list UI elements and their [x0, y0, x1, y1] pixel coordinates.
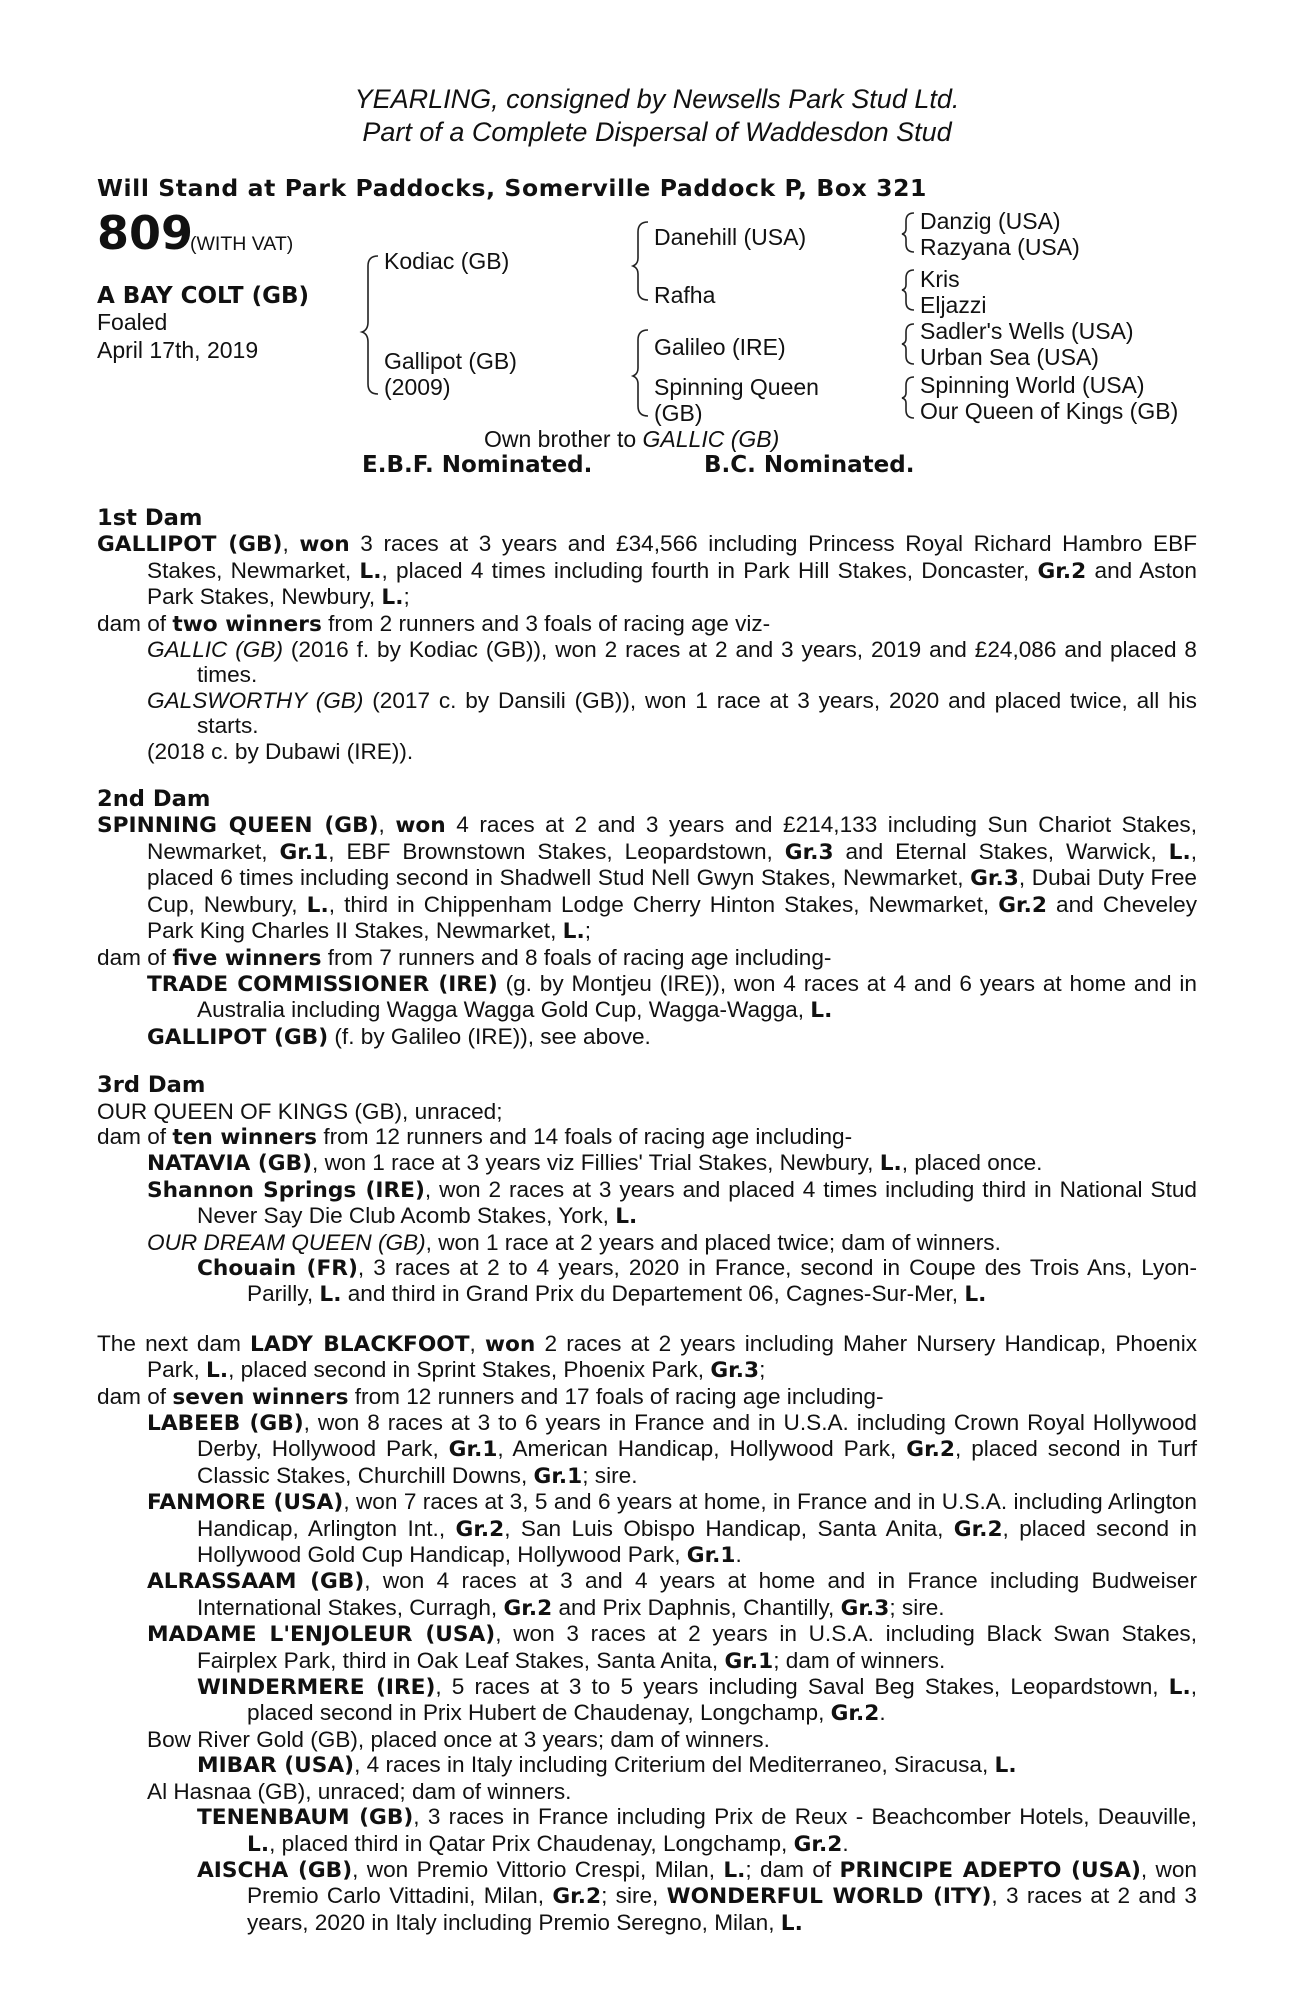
bold-text: L. — [810, 998, 833, 1024]
text-run: from 2 runners and 3 foals of racing age viz- — [321, 610, 771, 636]
second-dam-record: SPINNING QUEEN (GB), won 4 races at 2 and 3 years and £214,133 including Sun Chariot Stakes, Newmarket, Gr.1, EBF Brownstown Stakes, Leopardstown, Gr.3 and Eternal Stakes, Warwick, L., placed 6 times including second in Shadwell Stud Nell Gwyn Stakes, Newmarket, Gr.3, Dubai Duty Free Cup, Newbury, L., third in Chippenham Lodge Cherry Hinton Stakes, Newmarket, Gr.2 and Cheveley Park King Charles II Stakes, Newmarket, L.; — [97, 812, 1198, 945]
list-item — [97, 688, 1197, 739]
foaled-date: April 17th, 2019 — [97, 337, 259, 363]
italic-text: GALLIC (GB) — [642, 426, 780, 452]
text-run: , won 4 races at 3 and 4 years at home and in France including Budweiser International Stakes, Curragh, — [197, 1568, 1197, 1620]
text-run: and Cheveley Park King Charles II Stakes, Newmarket, — [147, 891, 1198, 944]
bold-text: Gr.2 — [455, 1516, 505, 1542]
list-item — [97, 1568, 1197, 1621]
text-run: and Eternal Stakes, Warwick, — [833, 838, 1169, 864]
list-item — [97, 1752, 1197, 1778]
list-item — [97, 1024, 1197, 1050]
bold-text: L. — [562, 919, 585, 945]
third-dam-produce-summary — [97, 1124, 1197, 1150]
bold-text: Gr.1 — [448, 1437, 498, 1463]
text-run: . — [842, 1830, 849, 1856]
next-dam-produce-summary — [97, 1384, 1197, 1410]
bold-text: LADY BLACKFOOT — [250, 1331, 470, 1357]
text-run: ; — [403, 584, 410, 610]
text-run: 4 races at 2 and 3 years and £214,133 including Sun Chariot Stakes, Newmarket, — [147, 812, 1198, 864]
text-run: ; sire. — [582, 1462, 638, 1488]
pedigree-ssd: Razyana (USA) — [920, 234, 1080, 260]
bold-text: NATAVIA (GB) — [147, 1151, 313, 1177]
text-run: Own brother to — [484, 426, 643, 452]
text-run: dam of — [97, 610, 173, 636]
bold-text: Gr.2 — [1037, 558, 1087, 584]
bold-text: L. — [964, 1282, 987, 1308]
bold-text: L. — [1168, 1675, 1191, 1701]
list-item: (2018 c. by Dubawi (IRE)). — [147, 738, 414, 764]
ebf-nominated: E.B.F. Nominated. — [362, 452, 593, 478]
bold-text: L. — [206, 1358, 229, 1384]
first-dam-heading: 1st Dam — [97, 505, 203, 531]
text-run: ; sire, — [601, 1883, 667, 1909]
bold-text: L. — [1168, 839, 1191, 865]
bold-text: PRINCIPE ADEPTO (USA) — [839, 1857, 1141, 1883]
bold-text: ALRASSAAM (GB) — [147, 1569, 365, 1595]
bold-text: Gr.1 — [686, 1543, 736, 1569]
bold-text: Gr.2 — [953, 1516, 1003, 1542]
text-run: , San Luis Obispo Handicap, Santa Anita, — [504, 1515, 954, 1541]
text-run: , third in Chippenham Lodge Cherry Hinton Stakes, Newmarket, — [328, 891, 999, 917]
bold-text: MADAME L'ENJOLEUR (USA) — [147, 1622, 496, 1648]
bold-text: MIBAR (USA) — [197, 1753, 355, 1779]
italic-text: OUR DREAM QUEEN (GB) — [147, 1229, 426, 1255]
dispersal-line: Part of a Complete Dispersal of Waddesdon Stud — [362, 117, 952, 147]
bold-text: Gr.3 — [784, 839, 834, 865]
pedigree-sire-sire: Danehill (USA) — [654, 224, 807, 250]
dam-lines — [97, 506, 1197, 1936]
text-run: , EBF Brownstown Stakes, Leopardstown, — [328, 838, 785, 864]
horse-title: A BAY COLT (GB) — [97, 283, 310, 309]
text-run: , 3 races in France including Prix de Reux - Beachcomber Hotels, Deauville, — [413, 1804, 1198, 1830]
bold-text: AISCHA (GB) — [197, 1857, 353, 1883]
text-run: , 4 races in Italy including Criterium del Mediterraneo, Siracusa, — [354, 1752, 995, 1778]
pedigree-ddd: Our Queen of Kings (GB) — [920, 398, 1179, 424]
second-dam-heading: 2nd Dam — [97, 786, 211, 813]
pedigree-sds: Kris — [920, 266, 960, 292]
text-run: , placed second in Hollywood Gold Cup Handicap, Hollywood Park, — [197, 1515, 1197, 1568]
third-dam-record: OUR QUEEN OF KINGS (GB), unraced; — [97, 1098, 503, 1124]
bold-text: GALLIPOT (GB) — [147, 1024, 329, 1050]
text-run: , placed third in Qatar Prix Chaudenay, Longchamp, — [269, 1830, 794, 1856]
bold-text: Gr.1 — [279, 839, 329, 865]
gen3-bracket-4 — [902, 377, 914, 418]
bold-text: Gr.3 — [840, 1595, 890, 1621]
bold-text: L. — [994, 1753, 1017, 1779]
bold-text: WINDERMERE (IRE) — [197, 1675, 436, 1701]
own-brother-note — [484, 426, 779, 452]
text-run: , won 8 races at 3 to 6 years in France and in U.S.A. including Crown Royal Hollywood Derby, Hollywood Park, — [197, 1410, 1197, 1462]
pedigree-dam-dam-1: Spinning Queen — [654, 374, 819, 400]
bold-text: won — [299, 532, 350, 558]
gen2-bracket-dam — [633, 330, 648, 416]
bold-text: L. — [381, 585, 404, 611]
gen3-bracket-1 — [902, 213, 914, 252]
list-item — [97, 637, 1197, 688]
text-run: , American Handicap, Hollywood Park, — [497, 1436, 907, 1462]
bold-text: Gr.2 — [998, 892, 1047, 918]
text-run: . — [735, 1542, 742, 1568]
list-item — [97, 1804, 1197, 1857]
text-run: The next dam — [97, 1330, 251, 1356]
bold-text: ten winners — [172, 1124, 318, 1150]
text-run: dam of — [97, 1123, 173, 1149]
bold-text: Gr.2 — [503, 1595, 553, 1621]
bold-text: GALLIPOT (GB) — [97, 532, 283, 558]
list-item — [97, 1230, 1197, 1255]
text-run: , won 1 race at 2 years and placed twice; dam of winners. — [425, 1229, 1001, 1255]
text-run: 3 races at 3 years and £34,566 including Princess Royal Richard Hambro EBF Stakes, Newmarket, — [147, 531, 1197, 583]
text-run: and Aston Park Stakes, Newbury, — [147, 557, 1197, 610]
pedigree-dam-sire: Galileo (IRE) — [654, 334, 786, 360]
list-item — [97, 1489, 1197, 1568]
pedigree-sss: Danzig (USA) — [920, 208, 1061, 234]
text-run: dam of — [97, 944, 173, 970]
pedigree-dam-name: Gallipot (GB) — [384, 348, 517, 374]
consignor-line: YEARLING, consigned by Newsells Park Stud Ltd. — [354, 84, 960, 114]
text-run: ; dam of winners. — [773, 1647, 946, 1673]
bold-text: won — [395, 813, 446, 839]
pedigree-sire: Kodiac (GB) — [384, 248, 510, 274]
pedigree-dsd: Urban Sea (USA) — [920, 344, 1099, 370]
text-run: from 7 runners and 8 foals of racing age including- — [321, 944, 832, 970]
pedigree-sdd: Eljazzi — [920, 292, 987, 318]
text-run: (2017 c. by Dansili (GB)), won 1 race at 3 years, 2020 and placed twice, all his starts. — [197, 687, 1197, 739]
text-run: , won 2 races at 3 years and placed 4 times including third in National Stud Never Say Die Club Acomb Stakes, York, — [197, 1176, 1197, 1229]
bold-text: Gr.1 — [724, 1648, 774, 1674]
italic-text: GALSWORTHY (GB) — [147, 687, 364, 713]
list-item — [97, 1410, 1197, 1489]
bold-text: won — [484, 1331, 536, 1357]
bold-text: Gr.3 — [710, 1358, 760, 1384]
bold-text: L. — [615, 1204, 638, 1230]
bold-text: Gr.1 — [533, 1463, 583, 1489]
text-run: , won Premio Vittorio Crespi, Milan, — [352, 1856, 724, 1882]
bold-text: L. — [247, 1831, 270, 1857]
gen3-bracket-3 — [902, 324, 914, 364]
text-run: and Prix Daphnis, Chantilly, — [552, 1594, 841, 1620]
lot-number: 809 — [97, 206, 194, 260]
bold-text: WONDERFUL WORLD (ITY) — [666, 1884, 992, 1910]
text-run: from 12 runners and 17 foals of racing age including- — [348, 1383, 884, 1409]
bold-text: Gr.2 — [793, 1831, 843, 1857]
text-run: 2 races at 2 years including Maher Nursery Handicap, Phoenix Park, — [147, 1330, 1198, 1383]
pedigree-dds: Spinning World (USA) — [920, 372, 1145, 398]
text-run: , won 7 races at 3, 5 and 6 years at home, in France and in U.S.A. including Arlington Handicap, Arlington Int., — [197, 1489, 1198, 1541]
bc-nominated: B.C. Nominated. — [704, 452, 915, 478]
first-dam-record: GALLIPOT (GB), won 3 races at 3 years and £34,566 including Princess Royal Richard Hambro EBF Stakes, Newmarket, L., placed 4 times including fourth in Park Hill Stakes, Doncaster, Gr.2 and Aston Park Stakes, Newbury, L.; — [97, 531, 1197, 611]
next-dam-record: The next dam LADY BLACKFOOT, won 2 races at 2 years including Maher Nursery Handicap, Phoenix Park, L., placed second in Sprint Stakes, Phoenix Park, Gr.3; — [97, 1330, 1198, 1384]
gen1-bracket — [362, 256, 378, 394]
bold-text: L. — [879, 1151, 902, 1177]
list-item: Bow River Gold (GB), placed once at 3 years; dam of winners. — [147, 1726, 770, 1752]
text-run: , won 3 races at 2 years in U.S.A. including Black Swan Stakes, Fairplex Park, third in Oak Leaf Stakes, Santa Anita, — [197, 1621, 1197, 1673]
stand-location: Will Stand at Park Paddocks, Somerville Paddock P, Box 321 — [97, 174, 927, 202]
text-run: and third in Grand Prix du Departement 06, Cagnes-Sur-Mer, — [341, 1281, 965, 1307]
text-run: , 5 races at 3 to 5 years including Saval Beg Stakes, Leopardstown, — [435, 1674, 1169, 1700]
text-run: ; — [759, 1357, 766, 1383]
bold-text: SPINNING QUEEN (GB) — [97, 813, 379, 839]
text-run: , placed 6 times including second in Shadwell Stud Nell Gwyn Stakes, Newmarket, — [147, 838, 1198, 891]
text-run: , won 1 race at 3 years viz Fillies' Trial Stakes, Newbury, — [312, 1150, 880, 1176]
bold-text: Gr.2 — [552, 1884, 602, 1910]
text-run: (g. by Montjeu (IRE)), won 4 races at 4 and 6 years at home and in Australia including Wagga Wagga Gold Cup, Wagga-Wagga, — [197, 970, 1197, 1023]
list-item: Al Hasnaa (GB), unraced; dam of winners. — [147, 1778, 572, 1804]
list-item — [97, 1150, 1197, 1176]
text-run: (f. by Galileo (IRE)), see above. — [328, 1023, 651, 1049]
bold-text: Gr.2 — [906, 1437, 956, 1463]
text-run: , placed 4 times including fourth in Park Hill Stakes, Doncaster, — [381, 557, 1038, 583]
bold-text: L. — [319, 1282, 342, 1308]
third-dam-heading: 3rd Dam — [97, 1072, 206, 1099]
pedigree-dam-dam-2: (GB) — [654, 400, 703, 426]
text-run: dam of — [97, 1383, 173, 1409]
bold-text: seven winners — [172, 1384, 349, 1410]
list-item — [97, 1857, 1197, 1936]
list-item — [97, 1674, 1197, 1727]
bold-text: two winners — [172, 611, 322, 637]
first-dam-produce-summary — [97, 611, 1197, 637]
vat-note: (WITH VAT) — [190, 233, 294, 255]
list-item — [97, 1177, 1197, 1230]
text-run: , 3 races at 2 to 4 years, 2020 in France, second in Coupe des Trois Ans, Lyon-Parilly, — [247, 1254, 1197, 1307]
text-run: (2016 f. by Kodiac (GB)), won 2 races at 2 and 3 years, 2019 and £24,086 and placed 8 times. — [197, 637, 1197, 688]
list-item — [97, 1255, 1197, 1308]
gen3-bracket-2 — [902, 270, 914, 310]
bold-text: Gr.2 — [830, 1701, 880, 1727]
bold-text: TENENBAUM (GB) — [197, 1805, 414, 1831]
bold-text: L. — [780, 1910, 803, 1936]
gen2-bracket-sire — [633, 222, 648, 300]
italic-text: GALLIC (GB) — [147, 637, 283, 663]
text-run: , placed second in Turf Classic Stakes, Churchill Downs, — [197, 1436, 1197, 1488]
bold-text: LABEEB (GB) — [147, 1411, 304, 1436]
foaled-label: Foaled — [97, 309, 168, 335]
pedigree-sire-dam: Rafha — [654, 282, 716, 308]
text-run: , placed second in Prix Hubert de Chaudenay, Longchamp, — [247, 1674, 1198, 1726]
text-run: , 3 races at 2 and 3 years, 2020 in Italy including Premio Seregno, Milan, — [247, 1883, 1198, 1935]
bold-text: Shannon Springs (IRE) — [147, 1177, 425, 1203]
bold-text: FANMORE (USA) — [147, 1490, 344, 1516]
bold-text: L. — [306, 892, 329, 918]
bold-text: L. — [359, 558, 382, 584]
text-run: from 12 runners and 14 foals of racing age including- — [317, 1123, 853, 1149]
text-run: ; sire. — [889, 1594, 945, 1620]
bold-text: L. — [723, 1857, 746, 1883]
bold-text: Gr.3 — [970, 866, 1019, 892]
text-run: , placed second in Sprint Stakes, Phoenix Park, — [228, 1357, 711, 1383]
text-run: , Dubai Duty Free Cup, Newbury, — [147, 865, 1197, 917]
text-run: ; — [584, 918, 591, 944]
list-item — [97, 971, 1197, 1024]
text-run: , placed once. — [901, 1150, 1043, 1176]
second-dam-produce-summary — [97, 945, 1197, 971]
bold-text: TRADE COMMISSIONER (IRE) — [147, 971, 498, 997]
pedigree-dss: Sadler's Wells (USA) — [920, 318, 1134, 344]
text-run: . — [879, 1700, 886, 1726]
bold-text: five winners — [172, 945, 322, 971]
list-item — [97, 1621, 1197, 1674]
bold-text: Chouain (FR) — [197, 1255, 358, 1281]
pedigree-dam-year: (2009) — [384, 374, 451, 400]
text-run: , won Premio Carlo Vittadini, Milan, — [247, 1856, 1197, 1909]
text-run: ; dam of — [745, 1856, 840, 1882]
